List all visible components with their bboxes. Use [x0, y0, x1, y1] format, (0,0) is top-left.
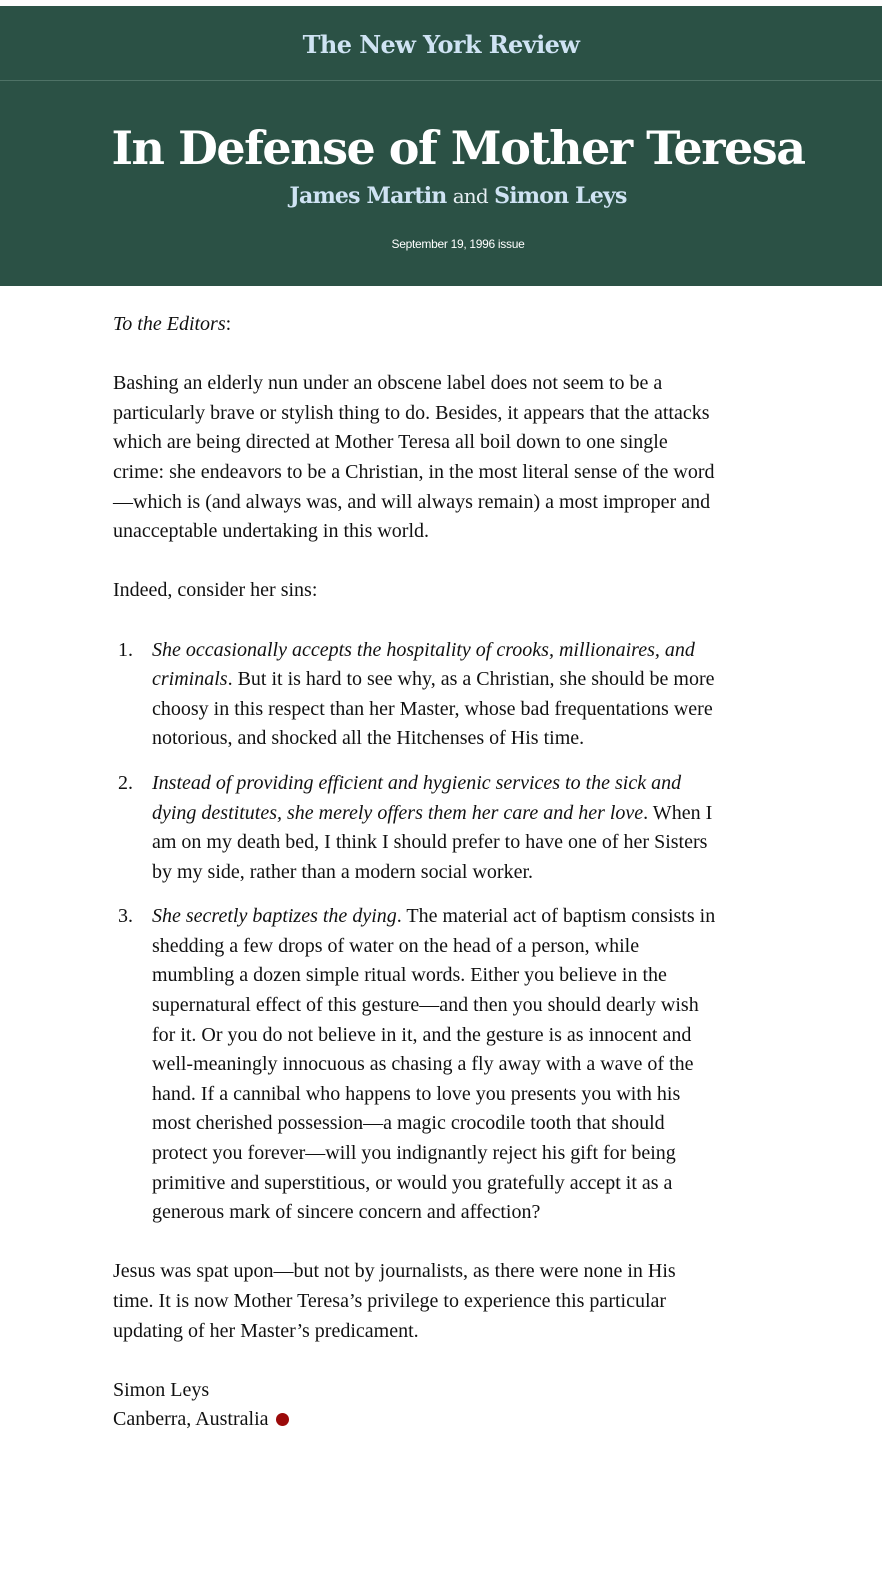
signature — [113, 1376, 719, 1435]
salutation-text: To the Editors — [113, 313, 226, 335]
red-dot-icon — [276, 1413, 289, 1426]
list-item-number: 1. — [118, 638, 133, 661]
list-item-text: . When I am on my death bed, I think I should prefer to have one of her Sisters by my side, rather than a modern social worker. — [152, 801, 713, 883]
author-link-james-martin[interactable]: James Martin — [289, 183, 447, 209]
paragraph-intro: Bashing an elderly nun under an obscene label does not seem to be a particularly brave or stylish thing to do. Besides, it appears that the attacks which are being directed at Mother Teresa all boil down to one single crime: she endeavors to be a Christian, in the most literal sense of the word—which is (and always was, and will always remain) a most improper and unacceptable undertaking in this world. — [113, 372, 715, 543]
masthead-logo-link[interactable]: The New York Review — [302, 29, 580, 59]
article-title: In Defense of Mother Teresa — [111, 121, 805, 175]
byline — [0, 183, 882, 209]
author-link-simon-leys[interactable]: Simon Leys — [494, 183, 627, 209]
article-body — [113, 310, 719, 1435]
issue-date: September 19, 1996 issue — [391, 237, 525, 251]
list-item-italic: She occasionally accepts the hospitality of crooks, millionaires, and criminals — [152, 638, 695, 691]
list-item-number: 2. — [118, 771, 133, 794]
sins-list — [113, 636, 719, 1228]
article-header — [0, 6, 882, 286]
list-item-italic: Instead of providing efficient and hygienic services to the sick and dying destitutes, she merely offers them her care and her love — [152, 771, 682, 824]
salutation — [113, 310, 719, 340]
signature-name: Simon Leys — [113, 1378, 210, 1401]
list-item-number: 3. — [118, 905, 133, 928]
list-item-text: . The material act of baptism consists in shedding a few drops of water on the head of a person, while mumbling a dozen simple ritual words. Either you believe in the supernatural effect of this gesture—and then you should dearly wish for it. Or you do not believe in it, and the gesture is as innocent and well-meaningly innocuous as chasing a fly away with a wave of the hand. If a cannibal who happens to love you presents you with his most cherished possession—a magic crocodile tooth that should protect you forever—will you indignantly reject his gift for being primitive and superstitious, or would you gratefully accept it as a generous mark of sincere concern and affection? — [152, 905, 716, 1224]
paragraph-sins-lead: Indeed, consider her sins: — [113, 579, 318, 602]
list-item-text: . But it is hard to see why, as a Christian, she should be more choosy in this respect than her Master, whose bad frequentations were notorious, and shocked all the Hitchenses of His time. — [152, 668, 715, 750]
list-item — [118, 769, 719, 887]
signature-place: Canberra, Australia — [113, 1408, 269, 1431]
list-item — [118, 636, 719, 754]
masthead-bar — [0, 6, 882, 81]
list-item — [118, 902, 719, 1228]
byline-conjunction: and — [452, 184, 488, 208]
salutation-colon: : — [225, 313, 232, 335]
list-item-italic: She secretly baptizes the dying — [152, 905, 397, 928]
paragraph-closing: Jesus was spat upon—but not by journalists, as there were none in His time. It is now Mother Teresa’s privilege to experience this particular updating of her Master’s predicament. — [113, 1260, 676, 1342]
